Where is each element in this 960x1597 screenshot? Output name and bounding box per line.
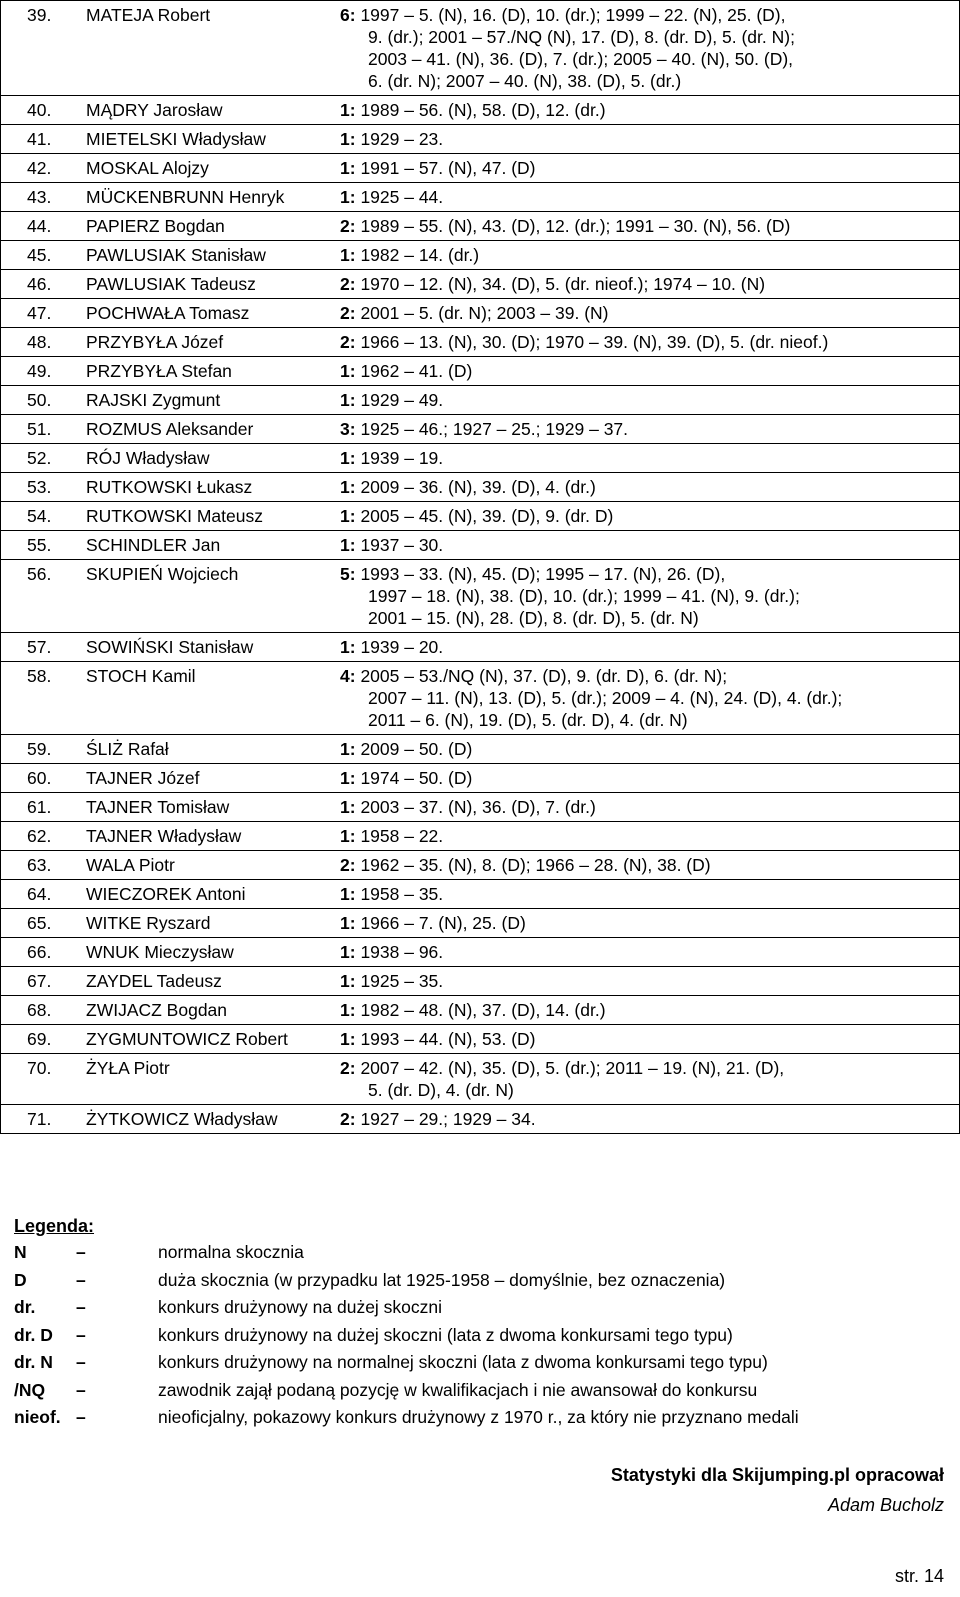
page-number: str. 14 (894, 1566, 944, 1586)
jumper-name: WNUK Mieczysław (86, 938, 332, 967)
result-text: 1962 – 35. (N), 8. (D); 1966 – 28. (N), 38. (D) (360, 855, 711, 875)
starts-count: 1: (340, 245, 356, 265)
result-line (340, 476, 955, 498)
legend-abbr: N (14, 1242, 27, 1263)
starts-count: 1: (340, 100, 356, 120)
row-number: 64. (1, 880, 87, 909)
legend-item (14, 1267, 944, 1295)
starts-count: 1: (340, 797, 356, 817)
table-row (1, 909, 960, 938)
table-row (1, 880, 960, 909)
row-number: 63. (1, 851, 87, 880)
legend-description: konkurs drużynowy na dużej skoczni (158, 1297, 443, 1318)
table-row (1, 764, 960, 793)
result-line (340, 767, 955, 789)
legend-dash: – (76, 1242, 86, 1263)
jumper-name: SOWIŃSKI Stanisław (86, 633, 332, 662)
jumper-name: WALA Piotr (86, 851, 332, 880)
legend-item (14, 1294, 944, 1322)
result-text: 2003 – 41. (N), 36. (D), 7. (dr.); 2005 – 40. (N), 50. (D), (368, 49, 794, 69)
starts-count: 1: (340, 506, 356, 526)
jumper-name: WITKE Ryszard (86, 909, 332, 938)
starts-count: 1: (340, 739, 356, 759)
starts-count: 1: (340, 361, 356, 381)
legend-item (14, 1404, 944, 1432)
row-number: 58. (1, 662, 87, 735)
result-text: 9. (dr.); 2001 – 57./NQ (N), 17. (D), 8. (dr. D), 5. (dr. N); (368, 27, 795, 47)
results-cell (332, 560, 960, 633)
table-row (1, 386, 960, 415)
starts-count: 1: (340, 535, 356, 555)
result-text: 1962 – 41. (D) (360, 361, 473, 381)
result-text: 1991 – 57. (N), 47. (D) (360, 158, 536, 178)
row-number: 57. (1, 633, 87, 662)
starts-count: 2: (340, 274, 356, 294)
row-number: 45. (1, 241, 87, 270)
result-line (340, 215, 955, 237)
results-cell (332, 764, 960, 793)
result-text: 1925 – 44. (360, 187, 444, 207)
table-row (1, 1, 960, 96)
result-text: 1939 – 20. (360, 637, 444, 657)
credit-author: Adam Bucholz (827, 1495, 944, 1515)
table-row (1, 793, 960, 822)
legend (14, 1216, 944, 1432)
legend-description: zawodnik zajął podaną pozycję w kwalifikacjach i nie awansował do konkursu (158, 1379, 758, 1400)
result-text: 1989 – 56. (N), 58. (D), 12. (dr.) (360, 100, 606, 120)
result-line (340, 447, 955, 469)
starts-count: 2: (340, 1058, 356, 1078)
row-number: 69. (1, 1025, 87, 1054)
result-line (340, 1079, 955, 1101)
results-cell (332, 96, 960, 125)
result-line (340, 665, 955, 687)
jumper-name: TAJNER Władysław (86, 822, 332, 851)
starts-count: 2: (340, 216, 356, 236)
jumper-name: RUTKOWSKI Mateusz (86, 502, 332, 531)
table-row (1, 938, 960, 967)
result-line (340, 99, 955, 121)
results-cell (332, 662, 960, 735)
row-number: 53. (1, 473, 87, 502)
table-row (1, 212, 960, 241)
row-number: 61. (1, 793, 87, 822)
results-cell (332, 967, 960, 996)
legend-title: Legenda: (14, 1216, 95, 1236)
results-cell (332, 241, 960, 270)
row-number: 70. (1, 1054, 87, 1105)
table-row (1, 531, 960, 560)
result-line (340, 883, 955, 905)
table-row (1, 415, 960, 444)
result-text: 1925 – 46.; 1927 – 25.; 1929 – 37. (360, 419, 629, 439)
results-cell (332, 1, 960, 96)
table-row (1, 662, 960, 735)
legend-abbr: nieof. (14, 1407, 61, 1428)
result-line (340, 302, 955, 324)
result-text: 1929 – 49. (360, 390, 444, 410)
result-text: 1982 – 14. (dr.) (360, 245, 480, 265)
results-cell (332, 1025, 960, 1054)
result-line (340, 999, 955, 1021)
row-number: 43. (1, 183, 87, 212)
row-number: 67. (1, 967, 87, 996)
jumper-name: PRZYBYŁA Stefan (86, 357, 332, 386)
starts-count: 3: (340, 419, 356, 439)
jumper-name: ROZMUS Aleksander (86, 415, 332, 444)
result-line (340, 687, 955, 709)
legend-dash: – (76, 1379, 86, 1400)
starts-count: 2: (340, 332, 356, 352)
row-number: 42. (1, 154, 87, 183)
legend-abbr: dr. N (14, 1352, 53, 1373)
jumper-name: SCHINDLER Jan (86, 531, 332, 560)
jumper-name: SKUPIEŃ Wojciech (86, 560, 332, 633)
results-table-body (1, 1, 960, 1134)
result-line (340, 4, 955, 26)
starts-count: 1: (340, 826, 356, 846)
row-number: 52. (1, 444, 87, 473)
result-text: 1925 – 35. (360, 971, 444, 991)
legend-description: konkurs drużynowy na dużej skoczni (lata z dwoma konkursami tego typu) (158, 1324, 733, 1345)
starts-count: 6: (340, 5, 356, 25)
legend-description: duża skocznia (w przypadku lat 1925-1958 – domyślnie, bez oznaczenia) (158, 1269, 726, 1290)
starts-count: 2: (340, 1109, 356, 1129)
results-cell (332, 183, 960, 212)
jumper-name: MÜCKENBRUNN Henryk (86, 183, 332, 212)
result-line (340, 128, 955, 150)
jumper-name: STOCH Kamil (86, 662, 332, 735)
jumper-name: RUTKOWSKI Łukasz (86, 473, 332, 502)
results-cell (332, 125, 960, 154)
table-row (1, 241, 960, 270)
result-text: 1997 – 5. (N), 16. (D), 10. (dr.); 1999 – 22. (N), 25. (D), (360, 5, 786, 25)
starts-count: 1: (340, 448, 356, 468)
results-cell (332, 851, 960, 880)
jumper-name: ZAYDEL Tadeusz (86, 967, 332, 996)
result-line (340, 970, 955, 992)
legend-dash: – (76, 1324, 86, 1345)
result-line (340, 1108, 955, 1130)
jumper-name: PAPIERZ Bogdan (86, 212, 332, 241)
result-text: 2009 – 36. (N), 39. (D), 4. (dr.) (360, 477, 596, 497)
result-line (340, 48, 955, 70)
row-number: 68. (1, 996, 87, 1025)
legend-description: nieoficjalny, pokazowy konkurs drużynowy z 1970 r., za który nie przyznano medali (158, 1407, 799, 1428)
result-text: 1958 – 22. (360, 826, 444, 846)
results-cell (332, 633, 960, 662)
legend-description: normalna skocznia (158, 1242, 304, 1263)
jumper-name: PRZYBYŁA Józef (86, 328, 332, 357)
row-number: 39. (1, 1, 87, 96)
starts-count: 1: (340, 1029, 356, 1049)
result-text: 1989 – 55. (N), 43. (D), 12. (dr.); 1991 – 30. (N), 56. (D) (360, 216, 791, 236)
result-text: 2003 – 37. (N), 36. (D), 7. (dr.) (360, 797, 596, 817)
legend-dash: – (76, 1352, 86, 1373)
starts-count: 1: (340, 390, 356, 410)
result-line (340, 331, 955, 353)
result-text: 6. (dr. N); 2007 – 40. (N), 38. (D), 5. (dr.) (368, 71, 682, 91)
table-row (1, 1105, 960, 1134)
starts-count: 1: (340, 913, 356, 933)
jumper-name: RAJSKI Zygmunt (86, 386, 332, 415)
result-line (340, 563, 955, 585)
starts-count: 1: (340, 637, 356, 657)
jumper-name: RÓJ Władysław (86, 444, 332, 473)
table-row (1, 183, 960, 212)
jumper-name: MOSKAL Alojzy (86, 154, 332, 183)
jumper-name: ZYGMUNTOWICZ Robert (86, 1025, 332, 1054)
row-number: 49. (1, 357, 87, 386)
row-number: 51. (1, 415, 87, 444)
row-number: 71. (1, 1105, 87, 1134)
jumper-name: ŚLIŻ Rafał (86, 735, 332, 764)
result-text: 1974 – 50. (D) (360, 768, 473, 788)
result-text: 1966 – 7. (N), 25. (D) (360, 913, 526, 933)
table-row (1, 444, 960, 473)
results-cell (332, 1054, 960, 1105)
results-cell (332, 880, 960, 909)
jumper-name: MATEJA Robert (86, 1, 332, 96)
jumper-name: PAWLUSIAK Tadeusz (86, 270, 332, 299)
table-row (1, 125, 960, 154)
credit-line-1: Statystyki dla Skijumping.pl opracował (610, 1465, 944, 1485)
legend-abbr: dr. (14, 1297, 36, 1318)
row-number: 50. (1, 386, 87, 415)
result-text: 2005 – 45. (N), 39. (D), 9. (dr. D) (360, 506, 614, 526)
starts-count: 4: (340, 666, 356, 686)
result-text: 1966 – 13. (N), 30. (D); 1970 – 39. (N), 39. (D), 5. (dr. nieof.) (360, 332, 829, 352)
legend-dash: – (76, 1269, 86, 1290)
starts-count: 5: (340, 564, 356, 584)
table-row (1, 299, 960, 328)
result-text: 1927 – 29.; 1929 – 34. (360, 1109, 536, 1129)
table-row (1, 996, 960, 1025)
table-row (1, 851, 960, 880)
row-number: 40. (1, 96, 87, 125)
result-line (340, 157, 955, 179)
jumper-name: MĄDRY Jarosław (86, 96, 332, 125)
result-text: 2001 – 5. (dr. N); 2003 – 39. (N) (360, 303, 609, 323)
result-line (340, 709, 955, 731)
result-text: 2011 – 6. (N), 19. (D), 5. (dr. D), 4. (dr. N) (368, 710, 688, 730)
result-line (340, 585, 955, 607)
results-cell (332, 357, 960, 386)
row-number: 41. (1, 125, 87, 154)
table-row (1, 502, 960, 531)
legend-item (14, 1349, 944, 1377)
starts-count: 1: (340, 768, 356, 788)
starts-count: 1: (340, 942, 356, 962)
result-line (340, 273, 955, 295)
results-cell (332, 531, 960, 560)
result-line (340, 738, 955, 760)
result-text: 2009 – 50. (D) (360, 739, 473, 759)
result-text: 2007 – 11. (N), 13. (D), 5. (dr.); 2009 – 4. (N), 24. (D), 4. (dr.); (368, 688, 843, 708)
results-cell (332, 473, 960, 502)
row-number: 56. (1, 560, 87, 633)
result-text: 1958 – 35. (360, 884, 444, 904)
table-row (1, 1025, 960, 1054)
result-line (340, 825, 955, 847)
table-row (1, 357, 960, 386)
results-cell (332, 386, 960, 415)
result-line (340, 1057, 955, 1079)
starts-count: 1: (340, 129, 356, 149)
table-row (1, 1054, 960, 1105)
result-text: 1929 – 23. (360, 129, 444, 149)
result-text: 1993 – 44. (N), 53. (D) (360, 1029, 536, 1049)
table-row (1, 735, 960, 764)
result-text: 1993 – 33. (N), 45. (D); 1995 – 17. (N), 26. (D), (360, 564, 726, 584)
row-number: 60. (1, 764, 87, 793)
starts-count: 1: (340, 158, 356, 178)
table-row (1, 822, 960, 851)
starts-count: 1: (340, 971, 356, 991)
jumper-name: POCHWAŁA Tomasz (86, 299, 332, 328)
results-cell (332, 938, 960, 967)
row-number: 66. (1, 938, 87, 967)
row-number: 48. (1, 328, 87, 357)
table-row (1, 473, 960, 502)
legend-abbr: D (14, 1269, 27, 1290)
result-line (340, 186, 955, 208)
results-cell (332, 270, 960, 299)
result-text: 5. (dr. D), 4. (dr. N) (368, 1080, 514, 1100)
legend-item (14, 1239, 944, 1267)
result-line (340, 636, 955, 658)
table-row (1, 154, 960, 183)
result-line (340, 418, 955, 440)
results-cell (332, 822, 960, 851)
result-line (340, 854, 955, 876)
result-text: 1939 – 19. (360, 448, 444, 468)
results-cell (332, 444, 960, 473)
jumper-name: ŻYTKOWICZ Władysław (86, 1105, 332, 1134)
result-text: 1937 – 30. (360, 535, 444, 555)
result-line (340, 244, 955, 266)
jumper-name: WIECZOREK Antoni (86, 880, 332, 909)
result-text: 1938 – 96. (360, 942, 444, 962)
results-cell (332, 328, 960, 357)
result-line (340, 912, 955, 934)
jumper-name: MIETELSKI Władysław (86, 125, 332, 154)
legend-item (14, 1322, 944, 1350)
result-text: 2005 – 53./NQ (N), 37. (D), 9. (dr. D), 6. (dr. N); (360, 666, 728, 686)
result-text: 1997 – 18. (N), 38. (D), 10. (dr.); 1999 – 41. (N), 9. (dr.); (368, 586, 800, 606)
starts-count: 2: (340, 855, 356, 875)
results-cell (332, 909, 960, 938)
result-line (340, 389, 955, 411)
row-number: 59. (1, 735, 87, 764)
legend-description: konkurs drużynowy na normalnej skoczni (lata z dwoma konkursami tego typu) (158, 1352, 768, 1373)
results-cell (332, 299, 960, 328)
result-text: 1970 – 12. (N), 34. (D), 5. (dr. nieof.); 1974 – 10. (N) (360, 274, 766, 294)
starts-count: 1: (340, 884, 356, 904)
results-cell (332, 415, 960, 444)
legend-dash: – (76, 1407, 86, 1428)
starts-count: 1: (340, 477, 356, 497)
results-cell (332, 735, 960, 764)
jumper-name: PAWLUSIAK Stanisław (86, 241, 332, 270)
row-number: 54. (1, 502, 87, 531)
results-cell (332, 793, 960, 822)
result-line (340, 534, 955, 556)
result-line (340, 70, 955, 92)
result-line (340, 607, 955, 629)
result-line (340, 796, 955, 818)
result-text: 1982 – 48. (N), 37. (D), 14. (dr.) (360, 1000, 606, 1020)
legend-dash: – (76, 1297, 86, 1318)
jumper-name: ŻYŁA Piotr (86, 1054, 332, 1105)
table-row (1, 96, 960, 125)
jumper-name: TAJNER Tomisław (86, 793, 332, 822)
table-row (1, 560, 960, 633)
result-line (340, 26, 955, 48)
result-line (340, 1028, 955, 1050)
results-cell (332, 502, 960, 531)
credit (611, 1460, 944, 1520)
row-number: 65. (1, 909, 87, 938)
table-row (1, 270, 960, 299)
results-cell (332, 154, 960, 183)
table-row (1, 633, 960, 662)
jumper-name: ZWIJACZ Bogdan (86, 996, 332, 1025)
legend-item (14, 1377, 944, 1405)
row-number: 44. (1, 212, 87, 241)
row-number: 47. (1, 299, 87, 328)
legend-items (14, 1239, 944, 1432)
legend-abbr: dr. D (14, 1324, 53, 1345)
results-cell (332, 212, 960, 241)
table-row (1, 328, 960, 357)
results-cell (332, 996, 960, 1025)
result-line (340, 941, 955, 963)
row-number: 46. (1, 270, 87, 299)
row-number: 62. (1, 822, 87, 851)
jumper-name: TAJNER Józef (86, 764, 332, 793)
result-line (340, 505, 955, 527)
starts-count: 1: (340, 187, 356, 207)
result-text: 2001 – 15. (N), 28. (D), 8. (dr. D), 5. (dr. N) (368, 608, 699, 628)
result-text: 2007 – 42. (N), 35. (D), 5. (dr.); 2011 – 19. (N), 21. (D), (360, 1058, 785, 1078)
table-row (1, 967, 960, 996)
starts-count: 1: (340, 1000, 356, 1020)
row-number: 55. (1, 531, 87, 560)
result-line (340, 360, 955, 382)
legend-abbr: /NQ (14, 1379, 46, 1400)
starts-count: 2: (340, 303, 356, 323)
results-cell (332, 1105, 960, 1134)
